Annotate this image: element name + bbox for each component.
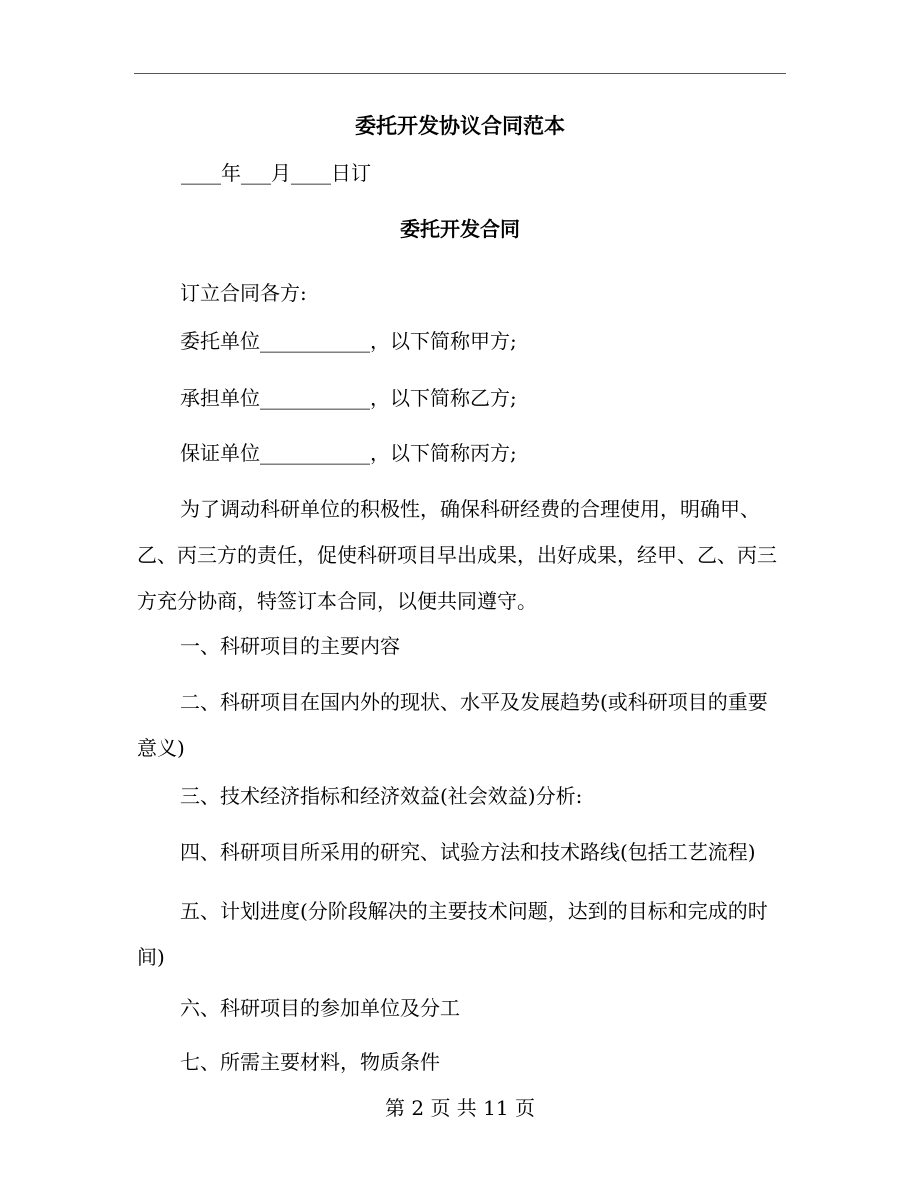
paragraph-party-a: 委托单位___________，以下简称甲方; bbox=[180, 329, 517, 353]
contract-title: 委托开发合同 bbox=[400, 217, 520, 241]
header-rule bbox=[134, 73, 786, 74]
paragraph-item-4: 四、科研项目所采用的研究、试验方法和技术路线(包括工艺流程) bbox=[180, 840, 756, 864]
paragraph-item-7: 七、所需主要材料，物质条件 bbox=[180, 1050, 440, 1074]
paragraph-party-c: 保证单位___________，以下简称丙方; bbox=[180, 441, 517, 465]
paragraph-item-1: 一、科研项目的主要内容 bbox=[180, 634, 400, 658]
paragraph-item-2: 二、科研项目在国内外的现状、水平及发展趋势(或科研项目的重要意义) bbox=[137, 690, 768, 760]
page-number: 第 2 页 共 11 页 bbox=[385, 1096, 535, 1120]
paragraph-item-5: 五、计划进度(分阶段解决的主要技术问题，达到的目标和完成的时间) bbox=[137, 899, 768, 969]
document-title: 委托开发协议合同范本 bbox=[355, 113, 565, 138]
paragraph-item-3: 三、技术经济指标和经济效益(社会效益)分析: bbox=[180, 784, 583, 808]
paragraph-party-b: 承担单位___________，以下简称乙方; bbox=[180, 386, 517, 410]
paragraph-purpose: 为了调动科研单位的积极性，确保科研经费的合理使用，明确甲、乙、丙三方的责任，促使科研项目早出成果，出好成果，经甲、乙、丙三方充分协商，特签订本合同，以便共同遵守。 bbox=[137, 497, 777, 613]
date-line: ____年___月____日订 bbox=[181, 161, 371, 185]
paragraph-parties: 订立合同各方: bbox=[180, 281, 307, 305]
paragraph-item-6: 六、科研项目的参加单位及分工 bbox=[180, 996, 460, 1020]
